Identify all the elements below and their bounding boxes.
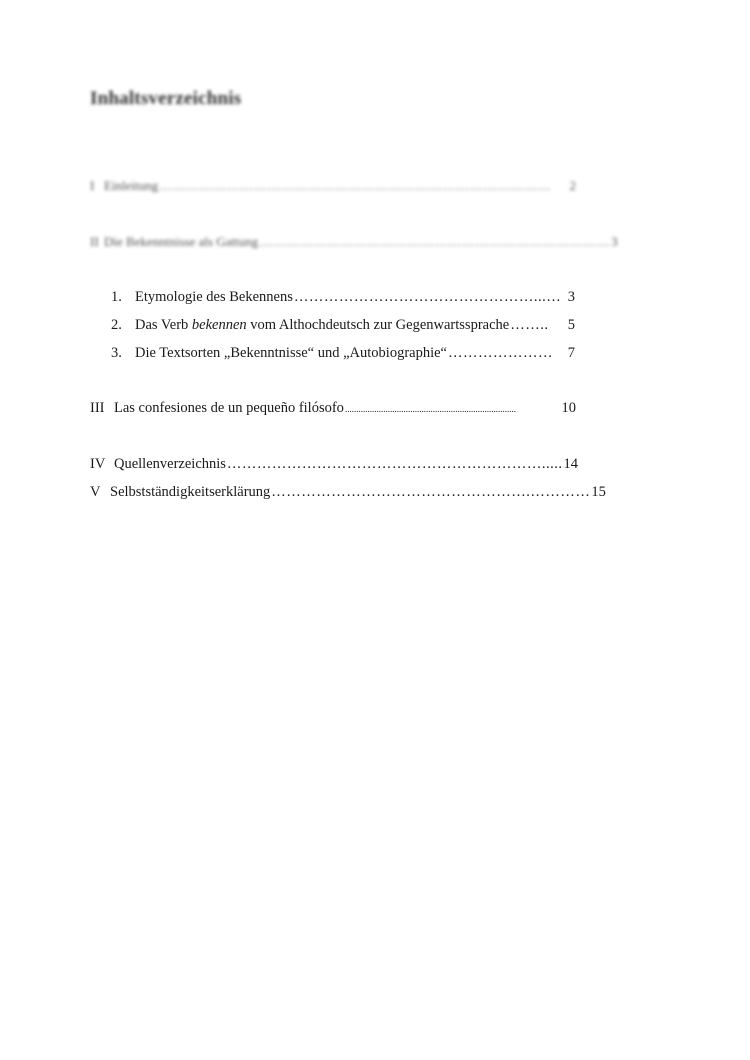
toc-leader-dots: …………………………………………...… xyxy=(293,289,562,305)
toc-leader-dots: ………………… xyxy=(448,345,553,361)
toc-entry-label: Las confesiones de un pequeño filósofo xyxy=(114,400,344,416)
toc-entry-label: Etymologie des Bekennens xyxy=(135,289,293,305)
toc-page-number: 7 xyxy=(567,345,575,361)
toc-subentry-etymologie xyxy=(111,288,575,306)
toc-leader-dots: …………………………………………….………… xyxy=(271,484,591,500)
toc-label-after: vom Althochdeutsch zur Gegenwartssprache xyxy=(246,317,510,333)
toc-leader-dots: …………………………………………………………………………… xyxy=(159,178,551,193)
toc-entry-selbststaendigkeitserklaerung xyxy=(90,483,606,501)
toc-entry-einleitung xyxy=(90,177,576,195)
toc-entry-confesiones xyxy=(90,399,576,418)
toc-subentry-verb-bekennen xyxy=(111,316,575,334)
toc-entry-label: Quellenverzeichnis xyxy=(114,456,226,472)
toc-page-number: 2 xyxy=(569,178,576,193)
toc-entry-label: Die Textsorten „Bekenntnisse“ und „Autobiographie“ xyxy=(135,345,447,361)
toc-entry-number: I xyxy=(90,178,95,193)
page-title: Inhaltsverzeichnis xyxy=(90,88,242,109)
toc-page-number: 5 xyxy=(567,317,575,333)
toc-entry-number: IV xyxy=(90,456,106,472)
toc-subentry-textsorten xyxy=(111,344,575,362)
toc-leader-dots: …………………………………………………………………… xyxy=(259,234,611,249)
toc-entry-gattung xyxy=(90,233,618,251)
toc-entry-quellenverzeichnis xyxy=(90,455,579,473)
toc-entry-number: 1. xyxy=(111,289,122,305)
toc-page-number: 15 xyxy=(591,484,606,500)
toc-entry-number: 3. xyxy=(111,345,122,361)
toc-entry-number: II xyxy=(90,234,99,249)
toc-entry-label: Die Bekenntnisse als Gattung xyxy=(104,234,259,249)
toc-label-before: Das Verb xyxy=(135,317,192,333)
toc-page-number: 3 xyxy=(611,234,618,249)
toc-entry-number: V xyxy=(90,484,101,500)
toc-page-number: 14 xyxy=(563,456,579,472)
toc-entry-label: Selbstständigkeitserklärung xyxy=(110,484,271,500)
toc-page-number: 3 xyxy=(567,289,575,305)
toc-entry-label xyxy=(135,316,509,334)
toc-entry-number: III xyxy=(90,400,105,416)
toc-entry-label: Einleitung xyxy=(104,178,159,193)
toc-label-emphasis: bekennen xyxy=(191,317,247,333)
toc-page-number: 10 xyxy=(561,400,576,416)
toc-leader-dots: ............................................................................ xyxy=(344,404,516,414)
toc-entry-number: 2. xyxy=(111,317,122,333)
toc-leader-dots: …….. xyxy=(510,317,549,333)
toc-leader-dots: ………………………………………………………..... xyxy=(226,456,563,472)
